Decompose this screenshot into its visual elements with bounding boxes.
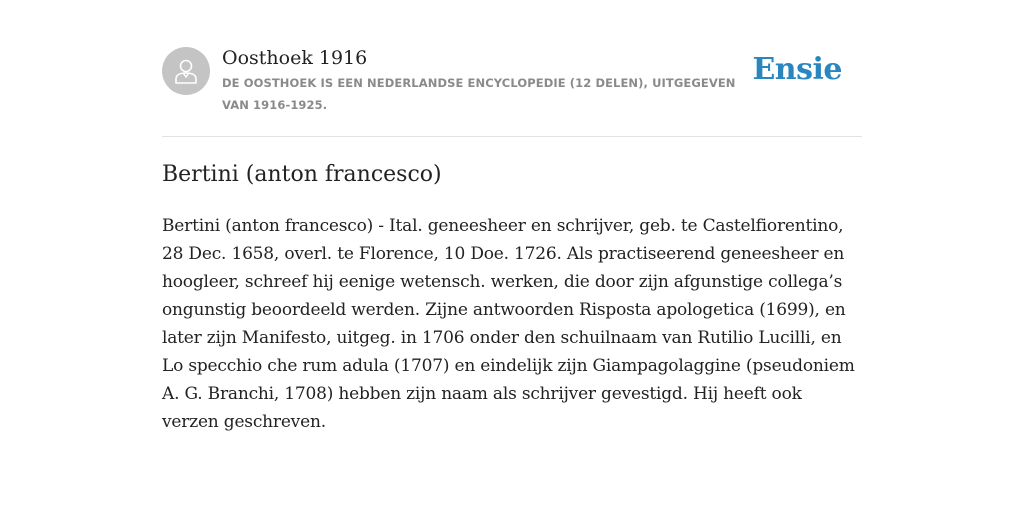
source-title[interactable]: Oosthoek 1916 — [222, 47, 368, 69]
entry-title: Bertini (anton francesco) — [162, 162, 442, 187]
user-silhouette-icon — [171, 56, 201, 86]
ensie-logo[interactable]: Ensie — [752, 52, 842, 87]
source-header — [162, 0, 862, 137]
source-avatar — [162, 47, 210, 95]
entry-body: Bertini (anton francesco) - Ital. geneesheer en schrijver, geb. te Castelfiorentino, 28 Dec. 1658, overl. te Florence, 10 Doe. 1726. Als practiseerend geneesheer en hoogleer, schreef hij eenige wetensch. werken, die door zijn afgunstige collega’s ongunstig beoordeeld werden. Zijne antwoorden Risposta apologetica (1699), en later zijn Manifesto, uitgeg. in 1706 onder den schuilnaam van Rutilio Lucilli, en Lo specchio che rum adula (1707) en eindelijk zijn Giampagolaggine (pseudoniem A. G. Branchi, 1708) hebben zijn naam als schrijver gevestigd. Hij heeft ook verzen geschreven. — [162, 216, 855, 432]
source-description: DE OOSTHOEK IS EEN NEDERLANDSE ENCYCLOPEDIE (12 DELEN), UITGEGEVEN VAN 1916-1925. — [222, 76, 736, 112]
page-content — [162, 0, 862, 432]
